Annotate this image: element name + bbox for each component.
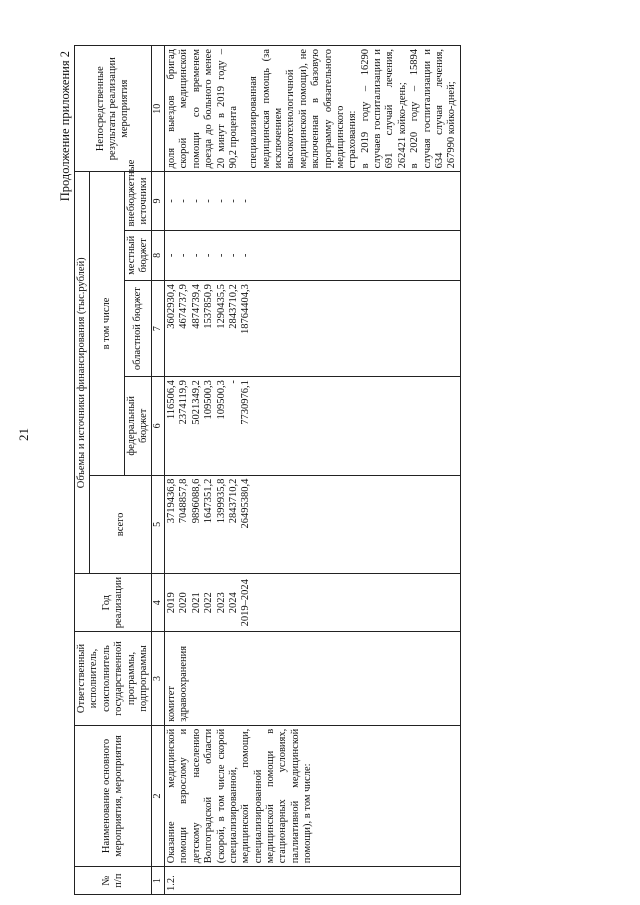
years-cell (165, 574, 461, 632)
column-number: 1 (152, 867, 165, 895)
page-number: 21 (16, 428, 31, 441)
regional-value: 3602930,4 (166, 284, 178, 329)
header-federal: федеральный бюджет (124, 377, 152, 476)
year-value: 2024 (227, 592, 239, 614)
column-number: 6 (152, 377, 165, 476)
total-value: 2843710,2 (227, 478, 239, 524)
results-cell (165, 46, 461, 172)
year-value: 2019–2024 (240, 579, 252, 627)
column-number: 8 (152, 230, 165, 281)
header-local: местный бюджет (124, 230, 152, 281)
extrabudget-value: - (240, 199, 252, 203)
column-number-row (152, 46, 165, 895)
column-number: 10 (152, 46, 165, 172)
federal-value: 109500,3 (215, 380, 227, 420)
row-name: Оказание медицинской помощи взрослому и детскому населению Волгоградской области (скорой, в том числе скорой специализированной, медицинской помощи, специализированной медицинской помощи в стационарных условиях, паллиативной медицинской помощи), в том числе: (165, 725, 461, 866)
extrabudget-value: - (227, 199, 239, 203)
year-value: 2022 (203, 592, 215, 614)
federal-value: 5021349,2 (190, 380, 202, 425)
local-value: - (190, 253, 202, 258)
federal-value: 109500,3 (203, 380, 215, 420)
local-value: - (227, 253, 239, 258)
year-value: 2021 (190, 592, 202, 614)
local-value: - (166, 253, 178, 258)
extrabudget-value: - (178, 199, 190, 203)
total-value: 3719436,8 (166, 478, 178, 524)
extrabudget-value: - (190, 199, 202, 203)
local-value: - (203, 253, 215, 258)
rotated-page (40, 35, 600, 905)
federal-value: 116506,4 (166, 380, 178, 420)
program-table (74, 45, 461, 895)
total-value: 9896088,6 (190, 478, 202, 524)
row-number: 1.2. (165, 867, 461, 895)
header-including: в том числе (90, 172, 124, 475)
federal-cell (165, 377, 461, 476)
total-value: 1399935,8 (215, 478, 227, 524)
column-number: 7 (152, 281, 165, 377)
column-number: 9 (152, 172, 165, 230)
extrabudget-cell (165, 172, 461, 230)
total-value: 1647351,2 (203, 478, 215, 524)
regional-value: 4674737,9 (178, 284, 190, 329)
total-cell (165, 475, 461, 574)
column-number: 5 (152, 475, 165, 574)
header-regional: областной бюджет (124, 281, 152, 377)
column-number: 4 (152, 574, 165, 632)
header-funding: Объемы и источники финансирования (тыс.рублей) (75, 172, 90, 574)
federal-value: 7730976,1 (240, 380, 252, 425)
local-value: - (240, 253, 252, 258)
total-value: 26495380,4 (240, 478, 252, 529)
header-year: Год реализации (75, 574, 152, 632)
header-extrabudget: внебюджетные источники (124, 172, 152, 230)
extrabudget-value: - (215, 199, 227, 203)
column-number: 2 (152, 725, 165, 866)
extrabudget-value: - (203, 199, 215, 203)
regional-value: 4874739,4 (190, 284, 202, 329)
regional-value: 2843710,2 (227, 284, 239, 329)
header-name: Наименование основного мероприятия, мероприятия (75, 725, 152, 866)
local-value: - (178, 253, 190, 258)
header-executor: Ответственный исполнитель, соисполнитель государственной программы, подпрограммы (75, 632, 152, 725)
year-value: 2023 (215, 592, 227, 614)
column-number: 3 (152, 632, 165, 725)
year-value: 2019 (166, 592, 178, 614)
extrabudget-value: - (166, 199, 178, 203)
results-paragraph: в 2019 году – 16290 случаев госпитализации и 691 случай лечения, 262421 койко-день; (359, 49, 408, 169)
header-results: Непосредственные результаты реализации мероприятия (75, 46, 152, 172)
federal-value: 2374119,9 (178, 380, 190, 425)
results-paragraph: доля выездов бригад скорой медицинской помощи со временем доезда до больного менее 20 минут в 2019 году – 90,2 процента (166, 49, 239, 169)
local-cell (165, 230, 461, 281)
header-num: № п/п (75, 867, 152, 895)
results-paragraph: в 2020 году – 15894 случая госпитализации и 634 случая лечения, 267990 койко-дней; (409, 49, 458, 169)
row-executor: комитет здравоохранения (165, 632, 461, 725)
regional-value: 1537850,9 (203, 284, 215, 329)
continuation-title: Продолжение приложения 2 (58, 51, 72, 202)
total-value: 7048857,8 (178, 478, 190, 524)
results-paragraph: специализированная медицинская помощь (за исключением высокотехнологичной медицинской помощи), не включенная в базовую программу обязательного медицинского страхования: (248, 49, 359, 169)
regional-cell (165, 281, 461, 377)
header-total: всего (90, 475, 152, 574)
federal-value: - (227, 380, 239, 384)
table-row (165, 46, 461, 895)
year-value: 2020 (178, 592, 190, 614)
local-value: - (215, 253, 227, 258)
regional-value: 18764404,3 (240, 284, 252, 334)
regional-value: 1290435,5 (215, 284, 227, 329)
